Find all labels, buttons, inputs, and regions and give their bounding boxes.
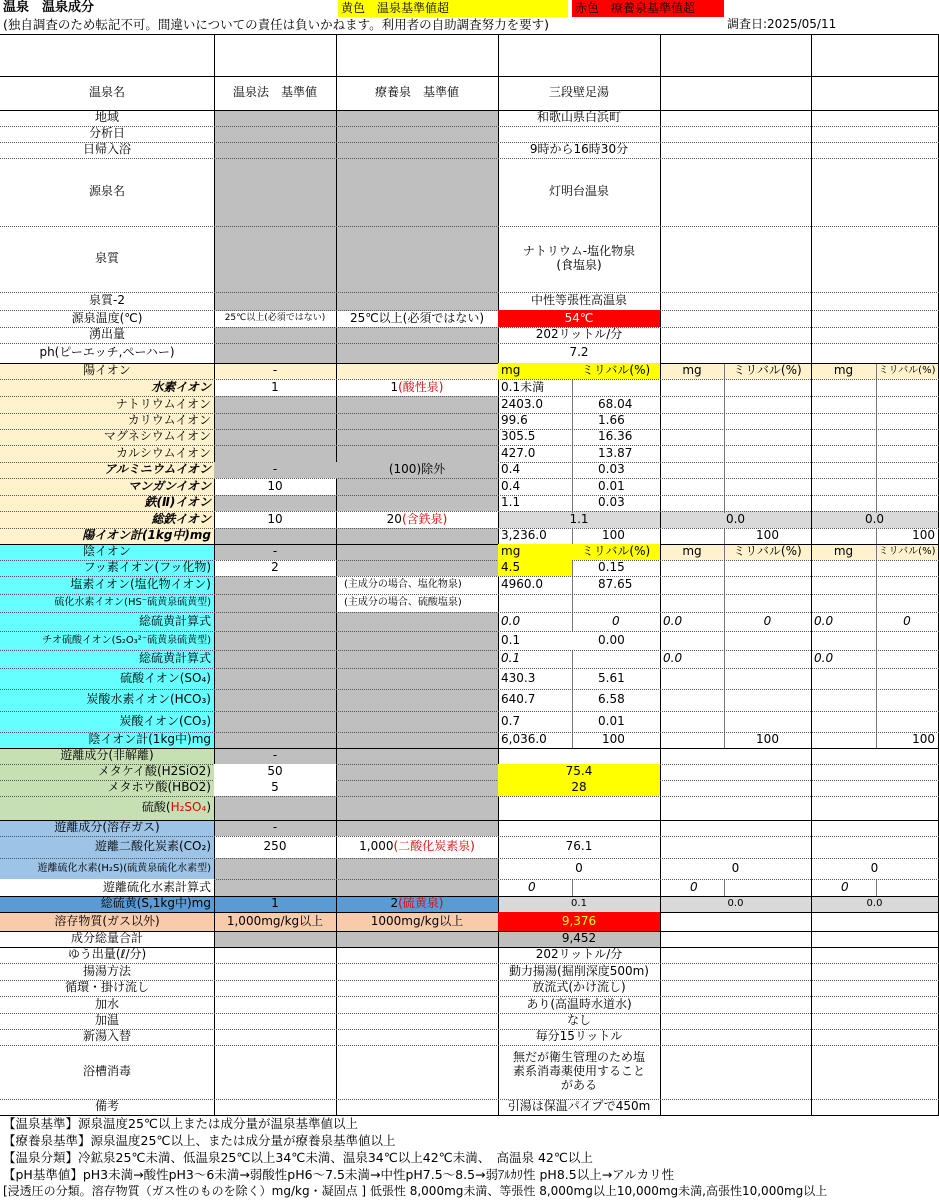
grid-sub-v-calc3 [876,879,877,896]
survey-date: 調査日:2025/05/11 [727,17,837,32]
label-area: 地域 [94,110,119,125]
value-anion-sum-mg: 6,036.0 [501,732,547,747]
footnote-5: [浸透圧の分類。溶存物質（ガス性のものを除く）mg/kg・凝固点 ] 低張性 8,000mg未満、等張性 8,000mg以上10,000mg未満,高張性10,000mg以上 [3,1183,828,1198]
label-cations: 陽イオン [83,363,131,378]
value-ts-calc-1-mg-2: 0.0 [663,613,683,628]
label-f-ion: フッ素イオン(フッ化物) [83,560,211,575]
value-yield: 202リットル/分 [535,947,623,962]
value-temp: 54℃ [498,310,660,327]
label-so4-ion: 硫酸イオン(SO₄) [120,670,211,685]
label-sulfuric-acid: 硫酸( H₂SO₄ ) [141,800,211,815]
label-gas: 遊離成分(溶存ガス) [54,820,160,835]
therapy-temp: 25℃以上(必須ではない) [349,310,485,325]
label-flow: 湧出量 [88,327,125,342]
value-remarks: 引湯は保温パイプで450m [507,1099,651,1114]
value-ca-mg: 427.0 [501,445,536,460]
value-so4-mval: 5.61 [598,670,625,685]
therapy-dissolved: 1000mg/kg以上 [370,913,464,928]
value-h2s-calc-3: 0 [841,879,849,894]
value-ca-mval: 13.87 [598,445,633,460]
law-dissolved: 1,000mg/kg以上 [226,913,324,928]
value-f-mval: 0.15 [598,560,625,575]
cation-unit-mg-2: mg [682,363,702,378]
anion-unit-mg-1: mg [498,544,572,560]
law-al-ion: - [214,462,336,478]
value-metasilicic: 75.4 [498,764,660,780]
value-total-sulfur-3: 0.0 [866,898,883,910]
value-free-h2s: 0 [575,860,583,875]
value-ts-calc-1-mval: 0 [612,613,620,628]
label-hco3-ion: 炭酸水素イオン(HCO₃) [86,692,211,707]
value-quality2: 中性等張性高温泉 [530,293,627,308]
label-water-added: 加水 [94,996,119,1011]
law-temp: 25℃以上(必須ではない) [224,313,326,324]
footnote-3: 【温泉分類】冷鉱泉25℃未満、低温泉25℃以上34℃未満、温泉34℃以上42℃未満、 高温泉 42℃以上 [3,1150,593,1166]
grid-h-top [0,34,939,35]
therapy-total-fe: 20 (含鉄泉) [386,511,448,526]
value-cation-sum-mval-2: 100 [756,528,779,543]
grid-sub-v-3b [876,528,877,748]
label-circulation: 循環・掛け流し [64,980,149,995]
grid-sub-v-2b [724,528,725,748]
grid-sub-v-calc1 [572,879,573,896]
therapy-total-sulfur: 2 (硫黄泉) [390,896,444,911]
value-cl-mg: 4960.0 [501,577,543,592]
grid-sub-v-calc2 [724,879,725,896]
label-thio-ion: チオ硫酸イオン(S₂O₃²⁻硫黄泉硫黄型) [42,634,211,646]
label-remarks: 備考 [94,1099,119,1114]
value-ts-calc-2-mg: 0.1 [501,651,521,666]
gray-block-f [336,560,498,576]
anions-law-dash: - [272,544,278,559]
value-al-mval: 0.03 [598,462,625,477]
label-ts-calc-1: 総硫黄計算式 [138,613,211,628]
label-anions: 陰イオン [83,544,131,559]
value-hco3-mval: 6.58 [598,692,625,707]
value-hco3-mg: 640.7 [501,692,536,707]
grid-v-4 [660,34,661,1115]
law-metaboric: 5 [214,780,336,796]
therapy-free-co2: 1,000 (二酸化炭素泉) [359,839,475,854]
value-so4-mg: 430.3 [501,670,536,685]
disclaimer: (独自調査のため転記不可。間違いについての責任は負いかねます。利用者の自助調査努力を要す) [3,16,550,32]
value-cation-sum-mg: 3,236.0 [501,528,547,543]
label-anion-sum: 陰イオン計(1kg中)mg [88,732,211,747]
value-ts-calc-1-mval-3: 0 [903,613,911,628]
value-ts-calc-2-mg-2: 0.0 [663,651,683,666]
label-ph: ph(ピーエッチ,ペーハー) [39,345,175,360]
label-free-h2s: 遊離硫化水素(H₂S)(硫黄泉硫化水素型) [37,862,211,874]
value-cation-sum-mval-3: 100 [912,528,935,543]
value-ts-calc-1-mval-2: 0 [763,613,772,628]
gray-block-h2so4 [214,796,498,820]
gray-block-cation-sum [214,528,498,544]
cation-unit-mval-2: ミリバル(%) [733,363,802,378]
label-pumping-method: 揚湯方法 [82,963,131,978]
value-h-ion: 0.1未満 [501,379,545,394]
label-disinfection: 浴槽消毒 [82,1064,131,1079]
footnote-4: 【pH基準値】pH3未満→酸性pH3～6未満→弱酸性pH6～7.5未満→中性pH7.5～8.5→弱ｱﾙｶﾘ性 pH8.5以上→アルカリ性 [3,1167,675,1183]
label-fe-ion: 鉄(Ⅱ)イオン [144,495,211,510]
label-free-co2: 遊離二酸化炭素(CO₂) [95,839,211,854]
gray-block-fe [214,495,336,511]
label-al-ion: アルミニウムイオン [104,462,211,477]
value-h2s-calc-2: 0 [690,879,698,894]
value-free-h2s-3: 0 [870,860,879,875]
label-mg-ion: マグネシウムイオン [103,429,211,444]
label-grand-total: 成分総量合計 [70,931,143,946]
value-thio-mg: 0.1 [501,632,521,647]
value-area: 和歌山県白浜町 [536,110,621,125]
value-dayuse: 9時から16時30分 [529,142,629,157]
label-ca-ion: カルシウムイオン [116,445,211,460]
value-ph: 7.2 [569,345,589,360]
value-total-sulfur: 0.1 [571,898,587,910]
value-f-mg: 4.5 [498,560,572,576]
value-total-sulfur-2: 0.0 [727,898,744,910]
label-fresh-water: 新湯入替 [82,1029,131,1044]
value-k-mg: 99.6 [501,413,528,428]
value-quality: ナトリウム-塩化物泉 (食塩泉) [522,244,636,272]
anion-unit-mg-2: mg [682,544,702,559]
value-grand-total: 9,452 [561,931,597,946]
label-ts-calc-2: 総硫黄計算式 [138,651,211,666]
value-mg-mg: 305.5 [501,429,536,444]
therapy-h-ion: 1 (酸性泉) [390,379,444,394]
value-k-mval: 1.66 [598,413,625,428]
value-heating: なし [566,1013,591,1028]
value-dissolved: 9,376 [498,912,660,931]
grid-h-head1 [0,76,939,77]
label-cl-ion: 塩素イオン(塩化物イオン) [70,577,211,592]
label-heating: 加温 [94,1013,119,1028]
sheet-title: 温泉 温泉成分 [3,0,95,16]
free-law-dash: - [272,748,278,763]
cation-unit-mval-3: ミリバル(%) [878,365,936,377]
value-source: 灯明台温泉 [548,184,609,199]
value-total-fe-3: 0.0 [864,511,885,526]
gray-block-total [214,931,498,947]
value-ts-calc-2-mg-3: 0.0 [814,651,834,666]
value-ts-calc-1-mg: 0.0 [501,613,521,628]
gray-block-flow-ph [214,327,498,363]
label-na-ion: ナトリウムイオン [115,396,211,411]
law-f-ion: 2 [271,560,279,575]
footnote-1: 【温泉基準】源泉温度25℃以上または成分量が温泉基準値以上 [3,1116,358,1132]
law-metasilicic: 50 [214,764,336,780]
value-total-fe-2: 0.0 [725,511,746,526]
therapy-cl-ion: (主成分の場合、塩化物泉) [344,579,462,591]
cation-unit-mg-3: mg [833,363,854,378]
anion-unit-mval-2: ミリバル(%) [733,544,802,559]
col-onsen-1: 三段壁足湯 [548,85,609,100]
gray-block-h2s [214,858,498,896]
footnote-2: 【療養泉基準】源泉温度25℃以上、または成分量が療養泉基準値以上 [3,1133,396,1149]
value-co3-mg: 0.7 [501,713,521,728]
label-co3-ion: 炭酸イオン(CO₃) [119,713,211,728]
therapy-al-ion: (100)除外 [336,462,498,478]
label-total-sulfur: 総硫黄(S,1kg中)mg [100,896,211,911]
value-free-co2: 76.1 [565,839,593,854]
anion-unit-mg-3: mg [833,544,854,559]
anion-unit-mval-3: ミリバル(%) [878,546,936,558]
value-na-mg: 2403.0 [501,396,543,411]
legend-red: 赤色 療養泉基準値超 [572,0,724,17]
gray-block-basic [214,110,498,311]
col-law-standard: 温泉法 基準値 [232,85,317,100]
value-water-added: あり(高温時水道水) [526,996,632,1011]
label-metaboric: メタホウ酸(HBO2) [107,780,211,795]
value-metaboric: 28 [498,780,660,796]
value-fresh-water: 毎分15リットル [535,1029,623,1044]
gray-block-anion-sum [214,732,498,748]
cation-unit-mval-1: ミリバル(%) [572,363,660,379]
grid-v-5 [811,34,812,1115]
label-h2s-calc: 遊離硫化水素計算式 [0,879,214,896]
anion-unit-mval-1: ミリバル(%) [572,544,660,560]
law-h-ion: 1 [271,379,279,394]
label-dissolved: 溶存物質(ガス以外) [54,913,160,928]
label-source: 源泉名 [88,184,125,199]
therapy-hs-ion: (主成分の場合、硫酸塩泉) [344,597,462,609]
law-total-fe: 10 [267,511,283,526]
label-total-fe: 総鉄イオン [151,511,211,526]
gray-block-anions [214,612,498,732]
value-co3-mval: 0.01 [598,713,625,728]
value-free-h2s-2: 0 [731,860,740,875]
label-temp: 源泉温度(℃) [71,310,143,325]
label-quality2: 泉質-2 [89,293,125,308]
label-quality: 泉質 [94,251,119,266]
law-free-co2: 250 [263,839,287,854]
value-disinfection: 無だが衛生管理のため塩 素系消毒薬使用すること がある [512,1050,645,1092]
value-mn-mval: 0.01 [598,478,625,493]
col-therapy-standard: 療養泉 基準値 [374,85,459,100]
label-hs-ion: 硫化水素イオン(HS⁻硫黄泉硫黄型) [54,597,211,609]
legend-yellow: 黄色 温泉基準値超 [338,0,568,17]
label-mn-ion: マンガンイオン [127,478,211,493]
value-h2s-calc: 0 [528,879,536,894]
value-na-mval: 68.04 [598,396,633,411]
value-thio-mval: 0.00 [598,632,625,647]
label-dayuse: 日帰入浴 [82,142,131,157]
value-anion-sum-mval: 100 [602,732,625,747]
label-k-ion: カリウムイオン [127,413,211,428]
label-analysis-date: 分析日 [88,126,125,141]
gas-law-dash: - [272,820,278,835]
value-anion-sum-mval-2: 100 [756,732,779,747]
col-onsen-name: 温泉名 [88,85,125,100]
label-h-ion: 水素イオン [151,379,211,394]
value-anion-sum-mval-3: 100 [912,732,935,747]
law-total-sulfur: 1 [271,896,279,911]
grid-sub-v-3a [876,363,877,513]
value-mn-mg: 0.4 [501,478,521,493]
value-mg-mval: 16.36 [598,429,633,444]
label-yield: ゆう出量(ℓ/分) [67,947,147,962]
cations-law-dash: - [272,363,278,378]
law-mn-ion: 10 [267,478,283,493]
value-pumping-method: 動力揚湯(掘削深度500m) [509,963,649,978]
label-free: 遊離成分(非解離) [60,748,154,763]
grid-sub-v-2a [724,363,725,513]
value-al-mg: 0.4 [501,462,521,477]
value-circulation: 放流式(かけ流し) [532,980,626,995]
label-metasilicic: メタケイ酸(H2SiO2) [97,764,211,779]
grid-v-2 [336,34,337,1115]
value-ts-calc-1-mg-3: 0.0 [814,613,834,628]
value-flow: 202リットル/分 [535,327,623,342]
value-fe-mg: 1.1 [501,495,521,510]
value-total-fe: 1.1 [569,511,589,526]
value-fe-mval: 0.03 [598,495,625,510]
value-cation-sum-mval: 100 [602,528,625,543]
value-cl-mval: 87.65 [598,577,633,592]
label-cation-sum: 陽イオン計(1kg中)mg [82,528,211,543]
cation-unit-mg-1: mg [498,363,572,379]
